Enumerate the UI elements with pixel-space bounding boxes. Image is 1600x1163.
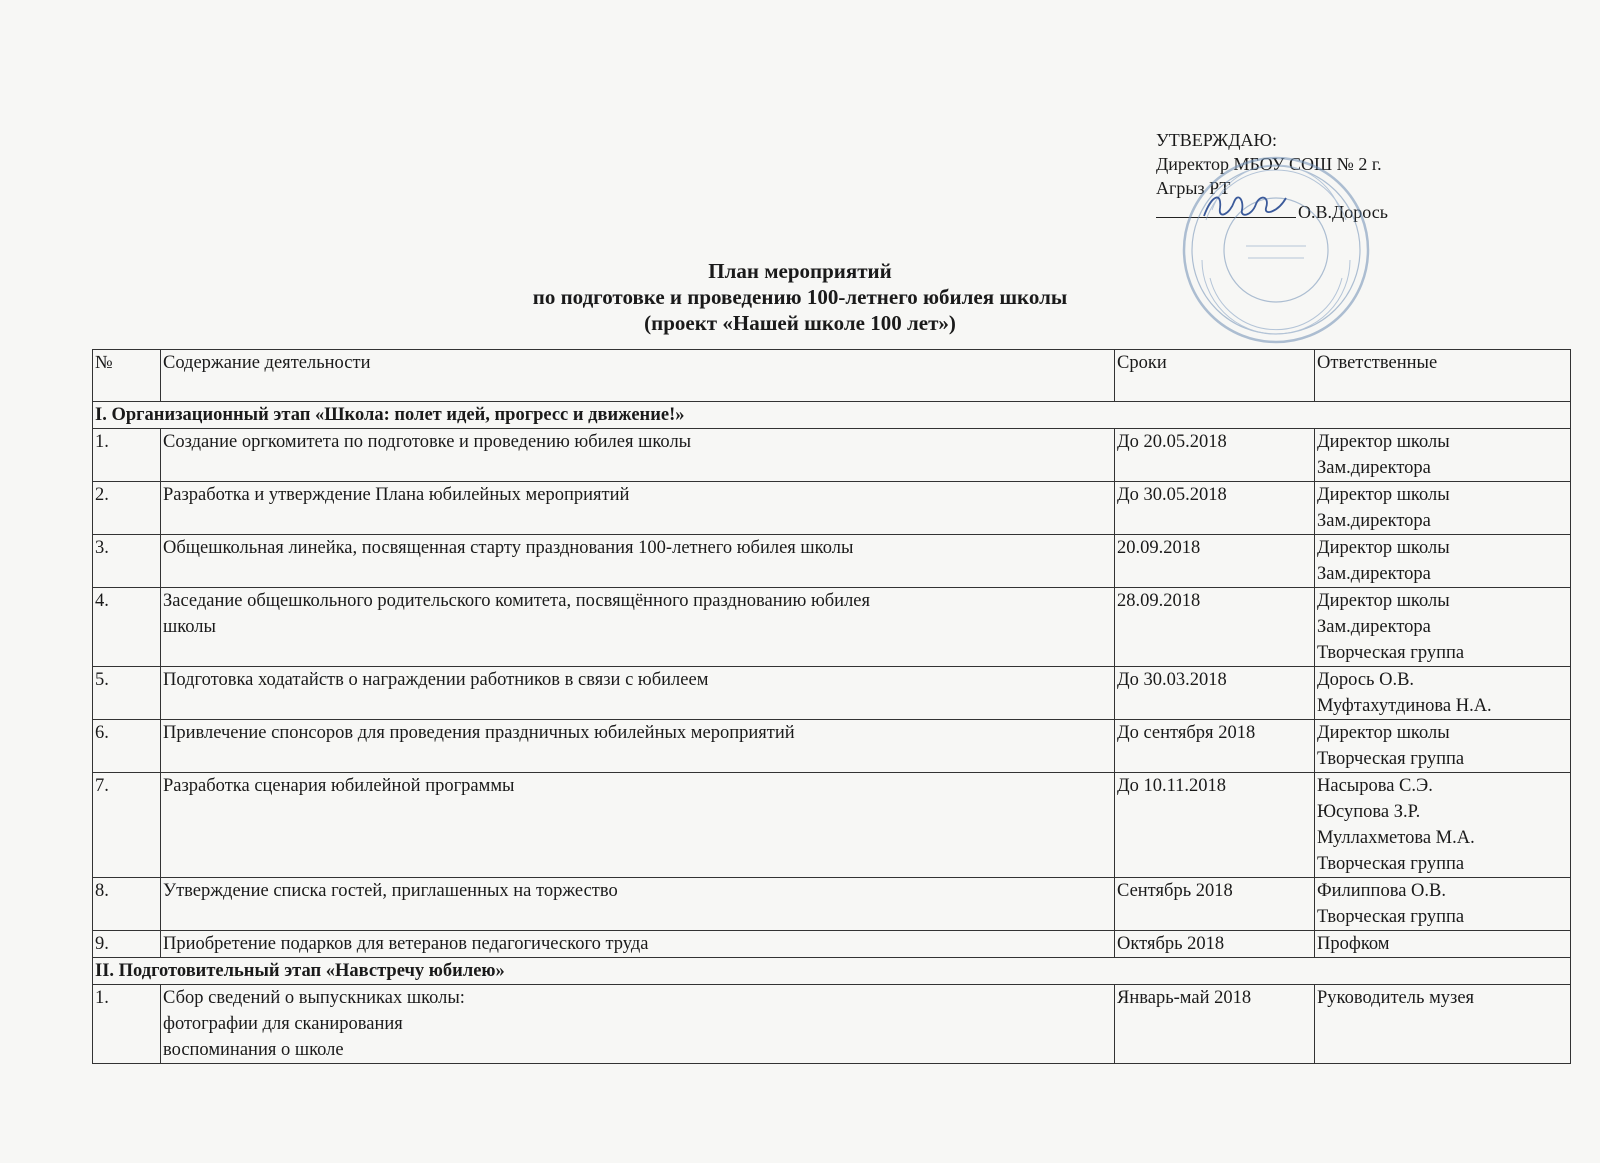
row-number: 9. bbox=[93, 931, 161, 958]
row-responsible bbox=[1315, 931, 1571, 958]
row-content bbox=[161, 482, 1115, 535]
responsible-line: Зам.директора bbox=[1317, 617, 1431, 637]
section-title: I. Организационный этап «Школа: полет идей, прогресс и движение!» bbox=[93, 402, 1571, 429]
title-line1: План мероприятий bbox=[708, 259, 892, 283]
row-responsible bbox=[1315, 482, 1571, 535]
row-number: 6. bbox=[93, 720, 161, 773]
responsible-line: Директор школы bbox=[1317, 538, 1450, 558]
responsible-line: Руководитель музея bbox=[1317, 988, 1475, 1008]
row-content bbox=[161, 985, 1115, 1064]
row-term: Сентябрь 2018 bbox=[1115, 878, 1315, 931]
events-table bbox=[92, 349, 1571, 1064]
content-line: Привлечение спонсоров для проведения праздничных юбилейных мероприятий bbox=[163, 723, 795, 743]
content-line: Разработка и утверждение Плана юбилейных мероприятий bbox=[163, 485, 630, 505]
header-term: Сроки bbox=[1115, 350, 1315, 402]
content-line: Разработка сценария юбилейной программы bbox=[163, 776, 515, 796]
responsible-line: Зам.директора bbox=[1317, 458, 1431, 478]
responsible-line: Профком bbox=[1317, 934, 1390, 954]
responsible-line: Директор школы bbox=[1317, 432, 1450, 452]
content-line: Заседание общешкольного родительского комитета, посвящённого празднованию юбилея bbox=[163, 591, 871, 611]
row-number: 1. bbox=[93, 985, 161, 1064]
responsible-line: Дорось О.В. bbox=[1317, 670, 1415, 690]
row-content bbox=[161, 878, 1115, 931]
approval-label: УТВЕРЖДАЮ: bbox=[1156, 130, 1278, 150]
responsible-line: Директор школы bbox=[1317, 485, 1450, 505]
approval-signer: О.В.Дорось bbox=[1298, 202, 1388, 222]
row-number: 2. bbox=[93, 482, 161, 535]
section-title: II. Подготовительный этап «Навстречу юбилею» bbox=[93, 958, 1571, 985]
content-line: Приобретение подарков для ветеранов педагогического труда bbox=[163, 934, 649, 954]
responsible-line: Творческая группа bbox=[1317, 907, 1465, 927]
table-row bbox=[93, 482, 1571, 535]
title-line2: по подготовке и проведению 100-летнего юбилея школы bbox=[532, 285, 1068, 309]
table-row bbox=[93, 878, 1571, 931]
row-number: 4. bbox=[93, 588, 161, 667]
header-content: Содержание деятельности bbox=[161, 350, 1115, 402]
table-row bbox=[93, 931, 1571, 958]
table-row bbox=[93, 720, 1571, 773]
row-content bbox=[161, 535, 1115, 588]
row-content bbox=[161, 429, 1115, 482]
row-term: До 30.03.2018 bbox=[1115, 667, 1315, 720]
responsible-line: Зам.директора bbox=[1317, 511, 1431, 531]
document-title bbox=[0, 258, 1600, 336]
row-content bbox=[161, 773, 1115, 878]
row-term: До сентября 2018 bbox=[1115, 720, 1315, 773]
content-line: фотографии для сканирования bbox=[163, 1014, 403, 1034]
table-row bbox=[93, 429, 1571, 482]
content-line: Утверждение списка гостей, приглашенных на торжество bbox=[163, 881, 618, 901]
row-number: 5. bbox=[93, 667, 161, 720]
row-term: 28.09.2018 bbox=[1115, 588, 1315, 667]
row-term: До 20.05.2018 bbox=[1115, 429, 1315, 482]
title-line3: (проект «Нашей школе 100 лет») bbox=[644, 311, 956, 335]
table-row bbox=[93, 588, 1571, 667]
row-content bbox=[161, 667, 1115, 720]
table-row bbox=[93, 535, 1571, 588]
responsible-line: Насырова С.Э. bbox=[1317, 776, 1433, 796]
responsible-line: Муллахметова М.А. bbox=[1317, 828, 1475, 848]
row-number: 8. bbox=[93, 878, 161, 931]
row-responsible bbox=[1315, 667, 1571, 720]
table-header-row bbox=[93, 350, 1571, 402]
content-line: воспоминания о школе bbox=[163, 1040, 344, 1060]
row-term: Январь-май 2018 bbox=[1115, 985, 1315, 1064]
row-responsible bbox=[1315, 588, 1571, 667]
row-content bbox=[161, 588, 1115, 667]
responsible-line: Муфтахутдинова Н.А. bbox=[1317, 696, 1492, 716]
row-responsible bbox=[1315, 878, 1571, 931]
row-term: Октябрь 2018 bbox=[1115, 931, 1315, 958]
row-number: 7. bbox=[93, 773, 161, 878]
table-row bbox=[93, 985, 1571, 1064]
row-term: До 10.11.2018 bbox=[1115, 773, 1315, 878]
responsible-line: Директор школы bbox=[1317, 723, 1450, 743]
row-content bbox=[161, 931, 1115, 958]
responsible-line: Зам.директора bbox=[1317, 564, 1431, 584]
row-number: 1. bbox=[93, 429, 161, 482]
content-line: Общешкольная линейка, посвященная старту празднования 100-летнего юбилея школы bbox=[163, 538, 854, 558]
responsible-line: Филиппова О.В. bbox=[1317, 881, 1446, 901]
content-line: Сбор сведений о выпускниках школы: bbox=[163, 988, 465, 1008]
responsible-line: Творческая группа bbox=[1317, 643, 1465, 663]
content-line: Создание оргкомитета по подготовке и проведению юбилея школы bbox=[163, 432, 692, 452]
table-row bbox=[93, 773, 1571, 878]
row-term: До 30.05.2018 bbox=[1115, 482, 1315, 535]
header-number: № bbox=[93, 350, 161, 402]
header-responsible: Ответственные bbox=[1315, 350, 1571, 402]
responsible-line: Юсупова З.Р. bbox=[1317, 802, 1421, 822]
responsible-line: Директор школы bbox=[1317, 591, 1450, 611]
content-line: Подготовка ходатайств о награждении работников в связи с юбилеем bbox=[163, 670, 709, 690]
section-row bbox=[93, 402, 1571, 429]
responsible-line: Творческая группа bbox=[1317, 854, 1465, 874]
content-line: школы bbox=[163, 617, 216, 637]
section-row bbox=[93, 958, 1571, 985]
approval-position-line2: Агрыз РТ bbox=[1156, 178, 1231, 198]
row-responsible bbox=[1315, 535, 1571, 588]
row-responsible bbox=[1315, 429, 1571, 482]
approval-position-line1: Директор МБОУ СОШ № 2 г. bbox=[1156, 154, 1382, 174]
table-row bbox=[93, 667, 1571, 720]
row-number: 3. bbox=[93, 535, 161, 588]
row-responsible bbox=[1315, 773, 1571, 878]
responsible-line: Творческая группа bbox=[1317, 749, 1465, 769]
row-responsible bbox=[1315, 720, 1571, 773]
director-signature bbox=[1200, 186, 1290, 226]
row-term: 20.09.2018 bbox=[1115, 535, 1315, 588]
row-responsible bbox=[1315, 985, 1571, 1064]
row-content bbox=[161, 720, 1115, 773]
